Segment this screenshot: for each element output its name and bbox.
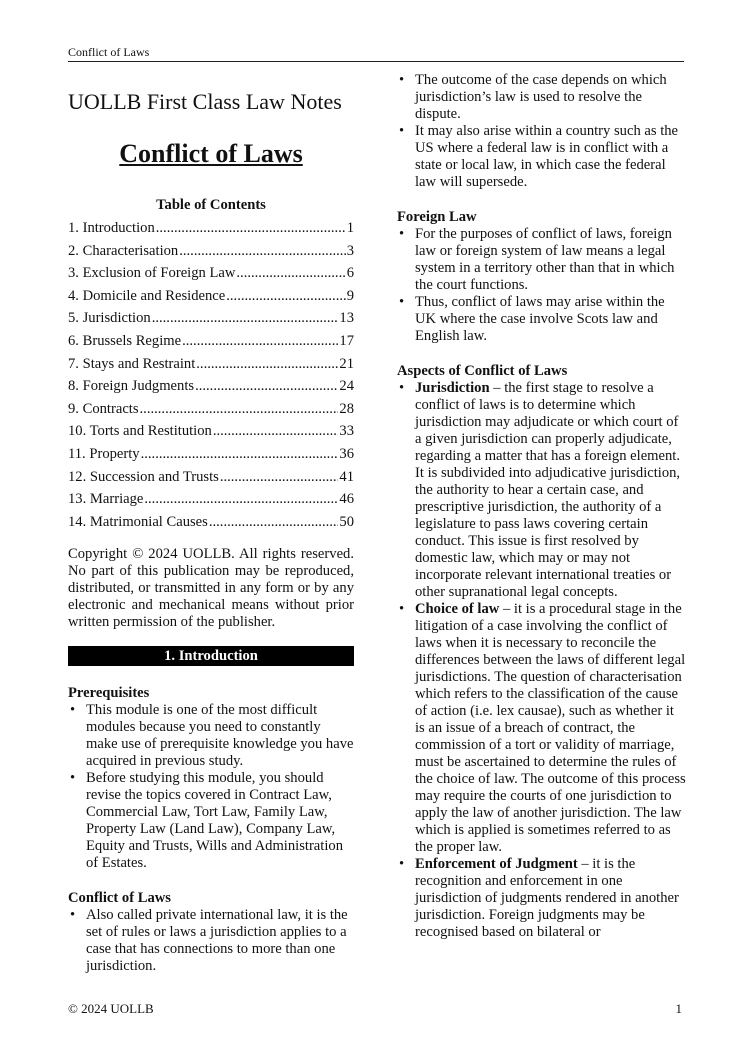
aspect-term: Jurisdiction [415,380,490,396]
table-of-contents [68,220,354,536]
toc-entry[interactable] [68,333,354,356]
toc-leader-dots [144,491,338,508]
aspect-item [397,380,687,601]
toc-entry-page: 24 [339,378,354,395]
toc-entry[interactable] [68,469,354,492]
conflict-of-laws-heading: Conflict of Laws [68,890,171,907]
footer-copyright: © 2024 UOLLB [68,1001,154,1016]
aspect-term: Enforcement of Judgment [415,856,578,872]
toc-leader-dots [195,378,338,395]
toc-entry-page: 36 [339,445,354,462]
toc-leader-dots [236,265,345,282]
foreign-law-list [397,226,687,345]
toc-entry[interactable] [68,310,354,333]
prerequisites-heading: Prerequisites [68,685,150,702]
list-item: • The outcome of the case depends on which jurisdiction’s law is used to resolve the dispute. [397,72,687,123]
toc-leader-dots [179,243,345,260]
toc-entry-label: 5. Jurisdiction [68,310,151,327]
toc-entry-page: 46 [339,491,354,508]
aspect-text: – it is a procedural stage in the litigation of a case involving the conflict of laws when it is necessary to reconcile the differences between the laws of different legal jurisdictions. The question of characterisation which refers to the classification of the cause of action (i.e. lex causae), such as whether it is an issue of a breach of contract, the commission of a tort or validity of marriage, must be ascertained to determine the rules of the choice of law. The outcome of this process may require the courts of one jurisdiction to apply the law of another jurisdiction. The law which is applied is sometimes referred to as the proper law. [415,601,686,855]
toc-leader-dots [141,446,339,463]
toc-entry[interactable] [68,491,354,514]
toc-leader-dots [226,288,345,305]
list-item: • For the purposes of conflict of laws, foreign law or foreign system of law means a legal system in a territory other than that in which the court functions. [397,226,687,294]
aspect-item [397,601,687,856]
toc-entry-page: 3 [346,242,354,259]
toc-entry-label: 12. Succession and Trusts [68,468,219,485]
toc-entry-page: 1 [346,220,354,236]
list-item: • Thus, conflict of laws may arise within the UK where the case involve Scots law and English law. [397,294,687,345]
toc-entry-page: 41 [339,468,354,485]
toc-entry[interactable] [68,446,354,469]
toc-entry-label: 6. Brussels Regime [68,332,182,349]
toc-leader-dots [152,310,339,327]
toc-entry-label: 1. Introduction [68,220,155,236]
toc-entry-label: 3. Exclusion of Foreign Law [68,265,236,282]
toc-entry-page: 28 [339,400,354,417]
toc-entry[interactable] [68,401,354,424]
aspect-term: Choice of law [415,601,500,617]
toc-leader-dots [140,401,339,418]
list-item: • Also called private international law, it is the set of rules or laws a jurisdiction applies to a case that has connections to more than one jurisdiction. [68,907,354,975]
toc-leader-dots [196,356,338,373]
toc-entry-label: 4. Domicile and Residence [68,287,226,304]
running-header-title: Conflict of Laws [68,45,150,59]
aspects-list [397,380,687,941]
toc-entry-label: 11. Property [68,445,140,462]
list-item: • This module is one of the most difficult modules because you need to constantly make use of prerequisite knowledge you have acquired in previous study. [68,702,354,770]
toc-entry-label: 13. Marriage [68,491,144,508]
toc-entry-page: 9 [346,287,354,304]
intro-continued-list [397,72,687,191]
toc-entry[interactable] [68,378,354,401]
toc-entry-label: 2. Characterisation [68,242,179,259]
toc-entry[interactable] [68,243,354,266]
toc-entry-page: 50 [339,513,354,530]
toc-leader-dots [213,423,339,440]
toc-entry-label: 14. Matrimonial Causes [68,513,208,530]
toc-heading: Table of Contents [156,197,266,213]
copyright-notice: Copyright © 2024 UOLLB. All rights reserved. No part of this publication may be reproduced, distributed, or transmitted in any form or by any electronic and mechanical means without prior written permission of the publisher. [68,546,354,631]
toc-leader-dots [182,333,338,350]
aspect-text: – it is the recognition and enforcement in one jurisdiction of judgments rendered in another jurisdiction. Foreign judgments may be recognised based on bilateral or [415,856,679,940]
page-number: 1 [675,1001,682,1016]
list-item: • Before studying this module, you should revise the topics covered in Contract Law, Commercial Law, Tort Law, Family Law, Property Law (Land Law), Company Law, Equity and Trusts, Wills and Administration of Estates. [68,770,354,872]
left-column [68,72,354,975]
conflict-of-laws-list [68,907,354,975]
toc-entry-label: 7. Stays and Restraint [68,355,196,372]
aspects-heading: Aspects of Conflict of Laws [397,363,568,379]
toc-entry-label: 9. Contracts [68,400,139,417]
toc-entry[interactable] [68,220,354,243]
toc-entry-page: 17 [339,332,354,349]
toc-entry-page: 13 [339,310,354,327]
prerequisites-list [68,702,354,872]
toc-entry-label: 10. Torts and Restitution [68,423,212,440]
list-item: • It may also arise within a country such as the US where a federal law is in conflict with a state or local law, in which case the federal law will supersede. [397,123,687,191]
toc-entry-label: 8. Foreign Judgments [68,378,195,395]
toc-entry[interactable] [68,288,354,311]
running-header [68,45,684,62]
foreign-law-heading: Foreign Law [397,209,477,225]
aspect-item [397,856,687,941]
toc-entry[interactable] [68,423,354,446]
document-subtitle: Conflict of Laws [119,139,303,168]
right-column [397,72,687,941]
toc-entry[interactable] [68,356,354,379]
toc-entry[interactable] [68,265,354,288]
section-heading-introduction: 1. Introduction [68,646,354,666]
aspect-text: – the first stage to resolve a conflict of laws is to determine which jurisdiction may adjudicate or which court of a given jurisdiction can properly adjudicate, regarding a matter that has a foreign element. It is subdivided into adjudicative jurisdiction, the authority to hear a certain case, and prescriptive jurisdiction, the authority of a legislature to pass laws covering certain conduct. This issue is first resolved by domestic law, which may or may not incorporate relevant international treaties or other supranational legal concepts. [415,380,681,600]
toc-leader-dots [209,514,339,531]
toc-entry-page: 33 [339,423,354,440]
toc-leader-dots [156,220,346,237]
toc-entry[interactable] [68,514,354,537]
document-title: UOLLB First Class Law Notes [68,89,342,114]
running-footer [68,1001,684,1017]
toc-entry-page: 21 [339,355,354,372]
toc-entry-page: 6 [346,265,354,282]
toc-leader-dots [220,469,339,486]
